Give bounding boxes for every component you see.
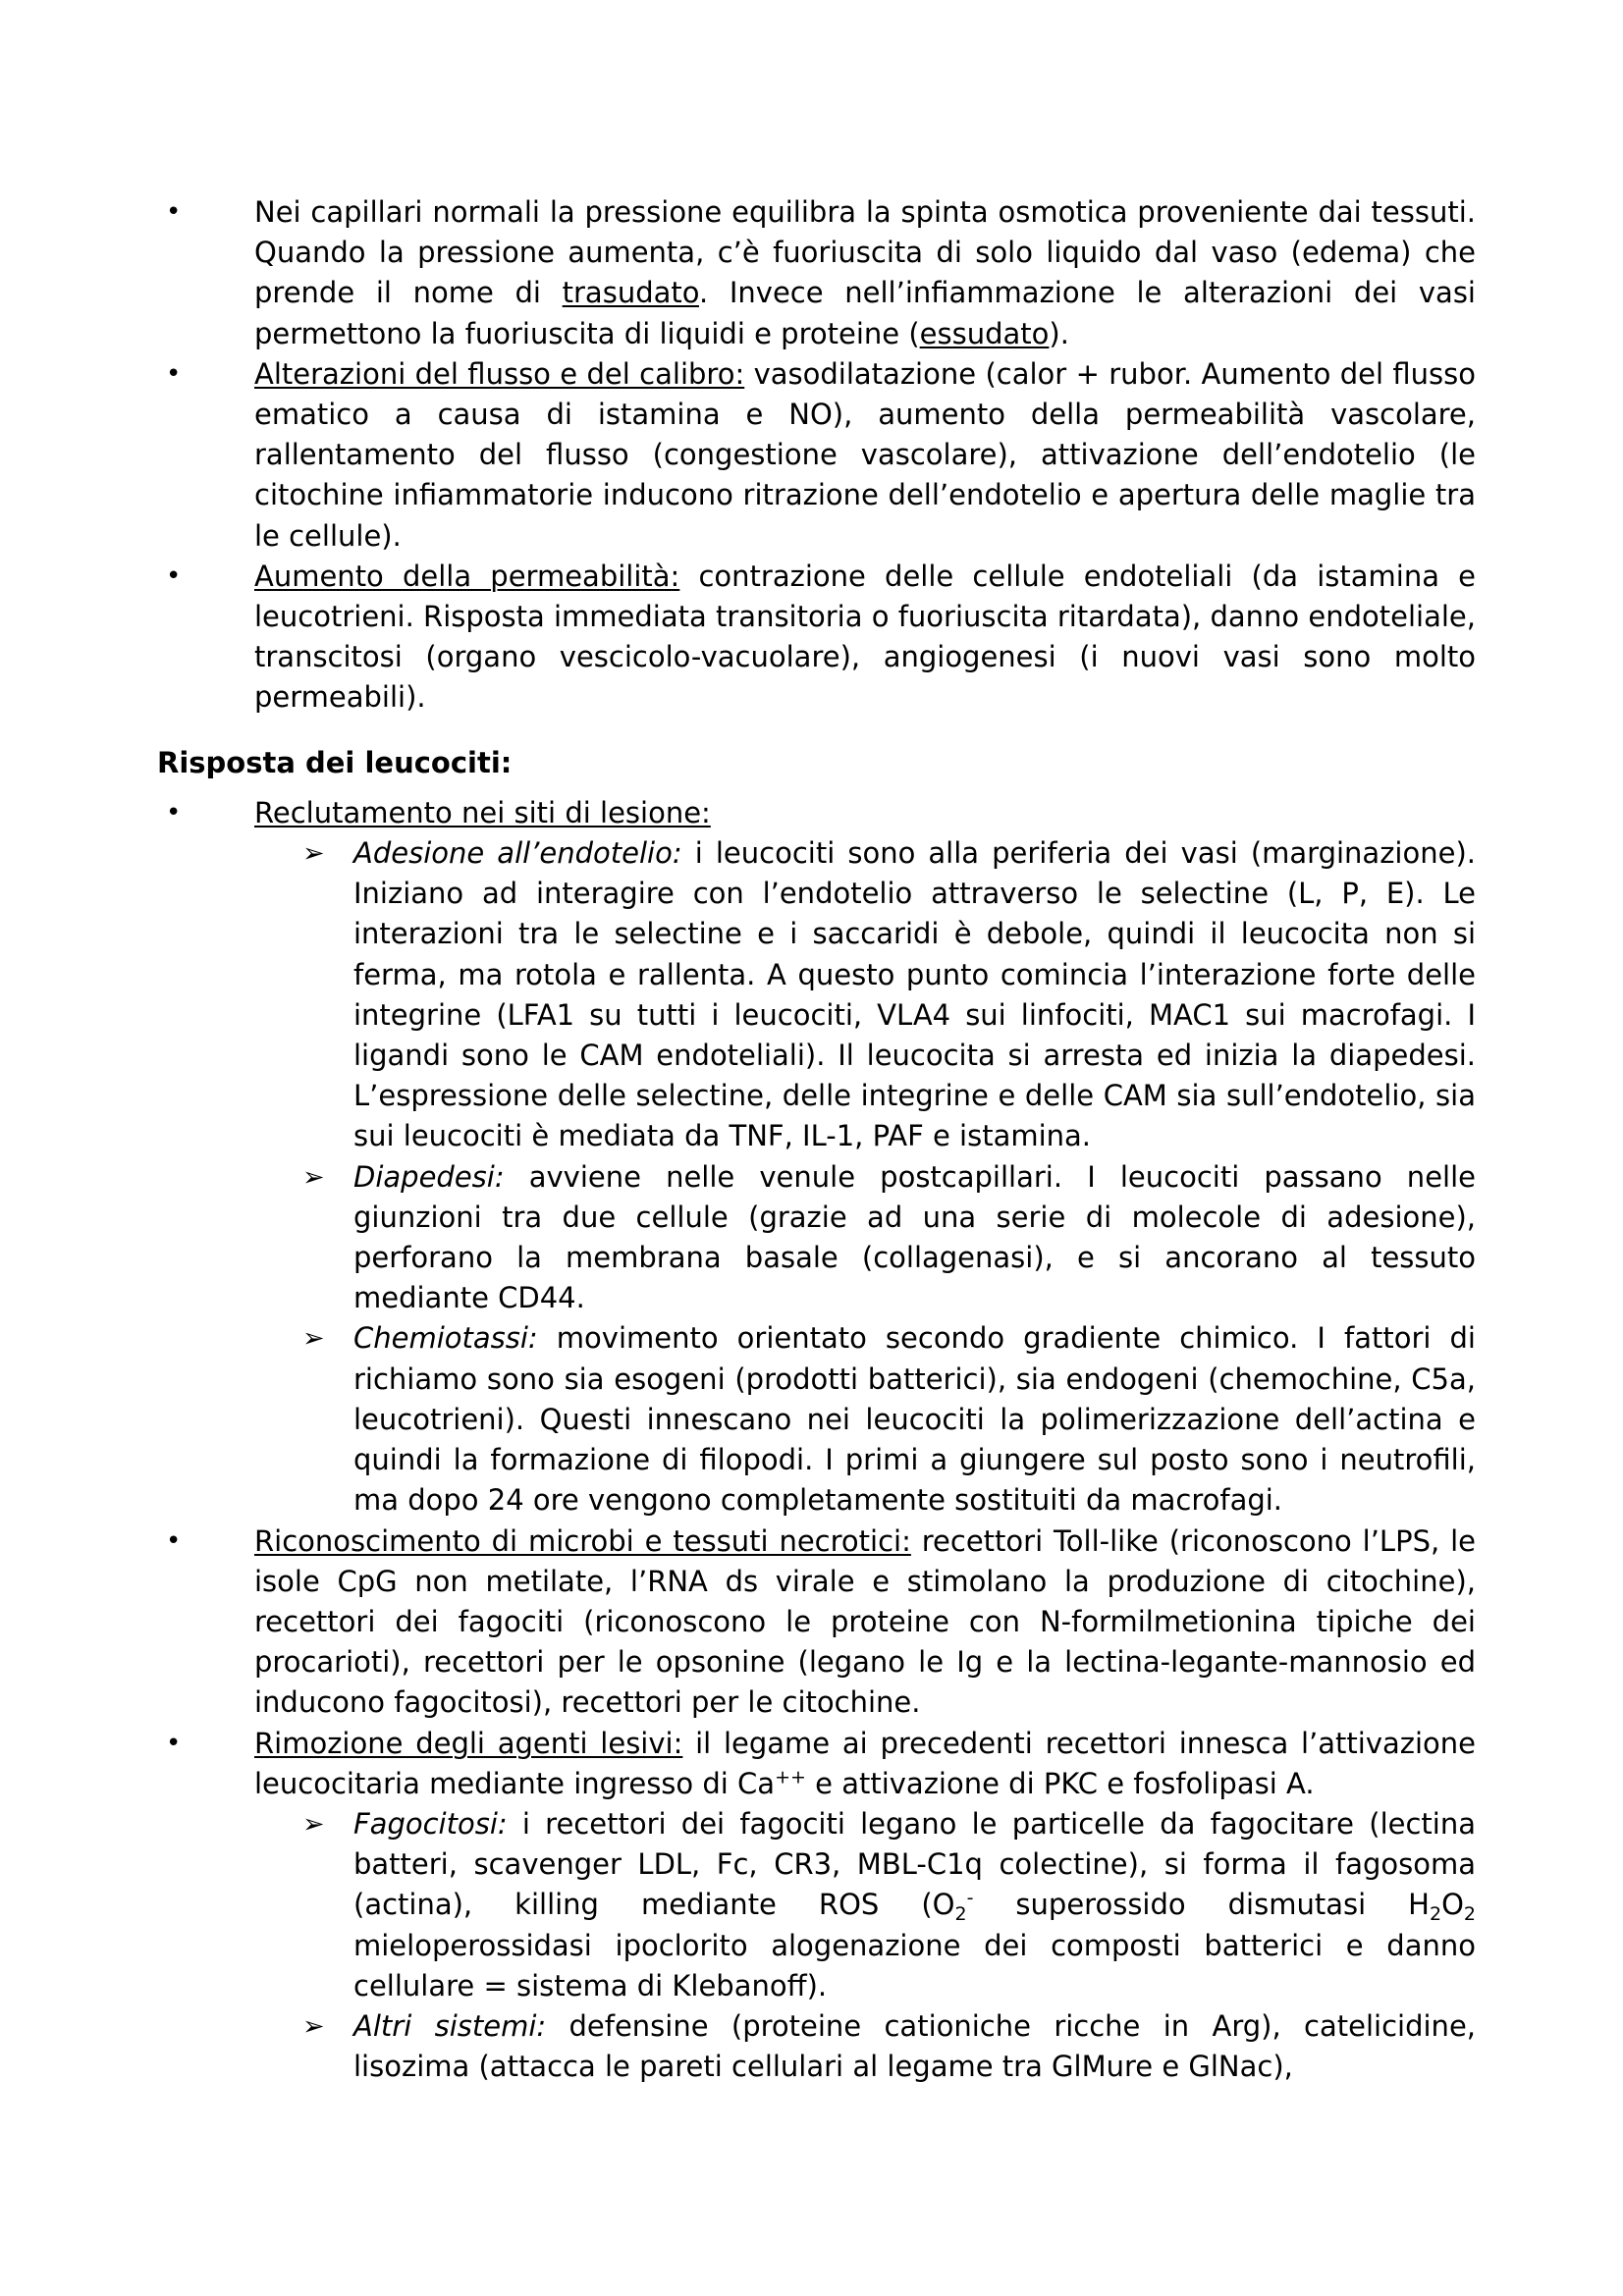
text-run: defensine (proteine cationiche ricche in Arg), catelicidine, lisozima (attacca le pareti cellulari al legame tra GlMure e GlNac), — [353, 2008, 1476, 2084]
bullet-icon: • — [166, 1525, 182, 1556]
page-content — [157, 192, 1476, 2087]
superscript: - — [966, 1887, 974, 1909]
underlined-term: Riconoscimento di microbi e tessuti necrotici: — [254, 1523, 911, 1558]
text-run: Nei capillari normali la pressione equilibra la spinta osmotica proveniente dai tessuti. Quando la pressione aumenta, c’è fuoriuscita di solo liquido dal vaso (edema) che prende il nome di — [254, 195, 1476, 310]
bullet-icon: • — [166, 797, 182, 828]
section-heading: Risposta dei leucociti: — [157, 745, 513, 779]
sub-list — [254, 833, 1476, 1521]
underlined-term: essudato — [919, 316, 1050, 350]
bullet-icon: • — [166, 197, 182, 227]
bullet-list-vascular — [157, 192, 1476, 719]
list-item — [166, 1724, 1476, 2088]
sub-list-item — [302, 1157, 1476, 1319]
list-item-text — [254, 192, 1476, 354]
text-run: e attivazione di PKC e fosfolipasi A. — [805, 1766, 1315, 1800]
sub-list — [254, 1804, 1476, 2087]
text-run: mieloperossidasi ipoclorito alogenazione dei composti batterici e danno cellulare = sistema di Klebanoff). — [353, 1928, 1476, 2002]
subscript: 2 — [1463, 1903, 1476, 1926]
text-run: movimento orientato secondo gradiente chimico. I fattori di richiamo sono sia esogeni (prodotti batterici), sia endogeni (chemochine, C5a, leucotrieni). Questi innescano nei leucociti la polimerizzazione dell’actina e quindi la formazione di filopodi. I primi a giungere sul posto sono i neutrofili, ma dopo 24 ore vengono completamente sostituiti da macrofagi. — [353, 1321, 1476, 1518]
underlined-term: Rimozione degli agenti lesivi: — [254, 1726, 683, 1760]
bullet-list-leukocytes — [157, 793, 1476, 2088]
text-run: O — [1441, 1888, 1464, 1922]
arrow-bullet-icon: ➢ — [302, 838, 325, 870]
bullet-icon: • — [166, 561, 182, 591]
list-item-text — [254, 793, 1476, 833]
text-run: i leucociti sono alla periferia dei vasi (marginazione). Iniziano ad interagire con l’endotelio attraverso le selectine (L, P, E). Le interazioni tra le selectine e i saccaridi è debole, quindi il leucocita non si ferma, ma rotola e rallenta. A questo punto comincia l’interazione forte delle integrine (LFA1 su tutti i leucociti, VLA4 sui linfociti, MAC1 sui macrofagi. I ligandi sono le CAM endoteliali). Il leucocita si arresta ed inizia la diapedesi. L’espressione delle selectine, delle integrine e delle CAM sia sull’endotelio, sia sui leucociti è mediata da TNF, IL-1, PAF e istamina. — [353, 836, 1476, 1153]
underlined-term: trasudato — [562, 276, 699, 310]
subscript: 2 — [954, 1903, 967, 1926]
underlined-term: Aumento della permeabilità: — [254, 559, 680, 593]
text-run: contrazione delle cellule endoteliali (da istamina e leucotrieni. Risposta immediata transitoria o fuoriuscita ritardata), danno endoteliale, transcitosi (organo vescicolo-vacuolare), angiogenesi (i nuovi vasi sono molto permeabili). — [254, 559, 1476, 715]
text-run: i recettori dei fagociti legano le particelle da fagocitare (lectina batteri, scavenger LDL, Fc, CR3, MBL-C1q colectine), si forma il fagosoma (actina), killing mediante ROS (O — [353, 1806, 1476, 1922]
text-run: il legame ai precedenti recettori innesca l’attivazione leucocitaria mediante ingresso di Ca — [254, 1726, 1476, 1800]
bullet-icon: • — [166, 1728, 182, 1758]
underlined-term: Reclutamento nei siti di lesione: — [254, 795, 711, 829]
list-item-text — [254, 557, 1476, 719]
arrow-bullet-icon: ➢ — [302, 1323, 325, 1355]
list-item — [166, 1522, 1476, 1724]
sub-list-item — [302, 2006, 1476, 2087]
arrow-bullet-icon: ➢ — [302, 1808, 325, 1840]
italic-term: Altri sistemi: — [353, 2008, 547, 2043]
text-run: recettori Toll-like (riconoscono l’LPS, le isole CpG non metilate, l’RNA ds virale e stimolano la produzione di citochine), recettori dei fagociti (riconoscono le proteine con N-formilmetionina tipiche dei procarioti), recettori per le opsonine (legano le Ig e la lectina-legante-mannosio ed inducono fagocitosi), recettori per le citochine. — [254, 1523, 1476, 1720]
text-run: vasodilatazione (calor + rubor. Aumento del flusso ematico a causa di istamina e NO), aumento della permeabilità vascolare, rallentamento del flusso (congestione vascolare), attivazione dell’endotelio (le citochine infiammatorie inducono ritrazione dell’endotelio e apertura delle maglie tra le cellule). — [254, 356, 1477, 553]
sub-list-item-text — [353, 1804, 1476, 2006]
list-item-text — [254, 1724, 1476, 1804]
sub-list-item-text — [353, 2006, 1476, 2087]
list-item-text — [254, 354, 1476, 557]
superscript: ++ — [775, 1766, 806, 1789]
italic-term: Adesione all’endotelio: — [353, 836, 682, 871]
text-run: superossido dismutasi H — [973, 1888, 1430, 1922]
list-item-text — [254, 1522, 1476, 1724]
sub-list-item-text — [353, 1318, 1476, 1521]
sub-list-item — [302, 1804, 1476, 2006]
sub-list-item — [302, 1318, 1476, 1521]
list-item — [166, 557, 1476, 719]
text-run: . Invece nell’infiammazione le alterazioni dei vasi permettono la fuoriuscita di liquidi e proteine ( — [254, 276, 1476, 350]
italic-term: Fagocitosi: — [353, 1806, 508, 1841]
arrow-bullet-icon: ➢ — [302, 1161, 325, 1193]
list-item — [166, 793, 1476, 1522]
text-run: ). — [1049, 316, 1069, 350]
list-item — [166, 354, 1477, 557]
sub-list-item-text — [353, 833, 1476, 1157]
list-item — [166, 192, 1476, 354]
bullet-icon: • — [166, 358, 182, 389]
underlined-term: Alterazioni del flusso e del calibro: — [254, 356, 745, 391]
sub-list-item — [302, 833, 1476, 1157]
italic-term: Diapedesi: — [353, 1159, 505, 1194]
subscript: 2 — [1429, 1903, 1442, 1926]
italic-term: Chemiotassi: — [353, 1321, 538, 1356]
text-run: avviene nelle venule postcapillari. I leucociti passano nelle giunzioni tra due cellule (grazie ad una serie di molecole di adesione), perforano la membrana basale (collagenasi), e si ancorano al tessuto mediante CD44. — [353, 1159, 1476, 1315]
arrow-bullet-icon: ➢ — [302, 2010, 325, 2042]
sub-list-item-text — [353, 1157, 1476, 1319]
